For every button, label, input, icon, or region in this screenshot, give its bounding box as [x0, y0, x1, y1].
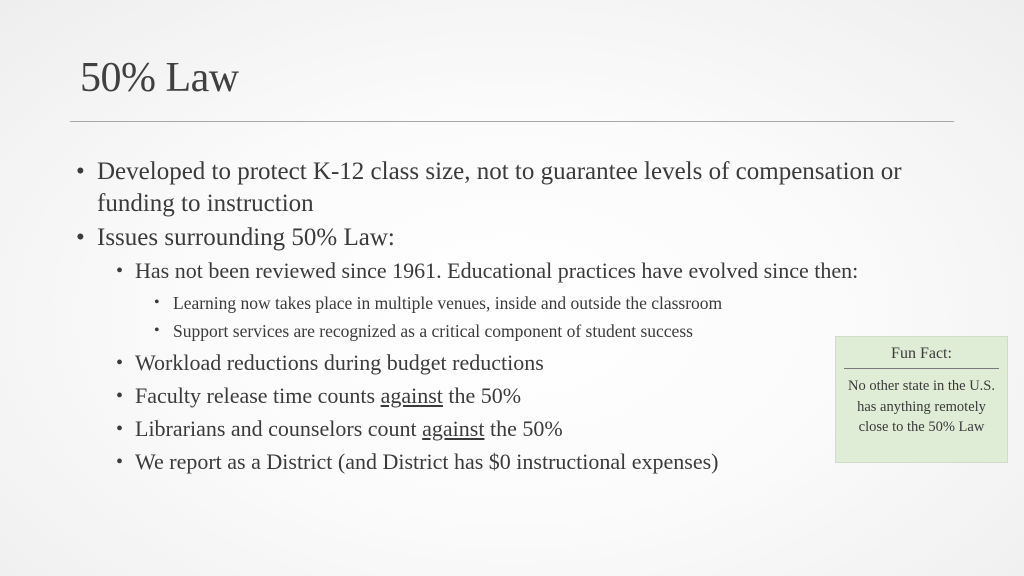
fun-fact-divider — [844, 368, 999, 369]
bullet-text: Support services are recognized as a critical component of student success — [173, 321, 693, 341]
bullet-marker: • — [116, 260, 124, 282]
bullet-marker: • — [116, 352, 124, 374]
sub-bullet-item — [116, 381, 936, 411]
bullet-marker: • — [116, 385, 124, 407]
bullet-text: We report as a District (and District has $0 instructional expenses) — [135, 449, 719, 474]
underlined-word: against — [380, 383, 443, 408]
underlined-word: against — [422, 416, 485, 441]
fun-fact-body: No other state in the U.S. has anything remotely close to the 50% Law — [848, 378, 995, 435]
sub-sub-bullet-item — [154, 317, 936, 345]
sub-sub-bullet-item — [154, 289, 936, 317]
bullet-text: Workload reductions during budget reductions — [135, 350, 544, 375]
bullet-text: Developed to protect K-12 class size, not to guarantee levels of compensation or funding to instruction — [97, 158, 902, 217]
bullet-text-prefix: Faculty release time counts — [135, 383, 381, 408]
bullet-marker: • — [154, 322, 160, 339]
fun-fact-title: Fun Fact: — [891, 345, 952, 362]
bullet-marker: • — [154, 294, 160, 311]
bullet-text: Learning now takes place in multiple venues, inside and outside the classroom — [173, 293, 723, 313]
bullet-marker: • — [116, 451, 124, 473]
bullet-text-prefix: Librarians and counselors count — [135, 416, 423, 441]
bullet-text-suffix: the 50% — [442, 383, 522, 408]
sub-bullet-item — [116, 414, 936, 444]
bullet-marker: • — [76, 224, 85, 251]
bullet-text: Has not been reviewed since 1961. Educational practices have evolved since then: — [135, 258, 859, 283]
bullet-text: Issues surrounding 50% Law: — [97, 224, 395, 251]
title-divider — [70, 121, 954, 122]
bullet-list — [76, 156, 936, 480]
bullet-item — [76, 222, 936, 254]
sub-bullet-item — [116, 348, 936, 378]
sub-bullet-item — [116, 256, 936, 286]
sub-bullet-item — [116, 447, 936, 477]
bullet-text-suffix: the 50% — [484, 416, 563, 441]
bullet-marker: • — [76, 158, 85, 185]
bullet-item — [76, 156, 936, 220]
fun-fact-callout — [835, 336, 1008, 463]
bullet-marker: • — [116, 418, 124, 440]
slide-title: 50% Law — [80, 55, 239, 101]
